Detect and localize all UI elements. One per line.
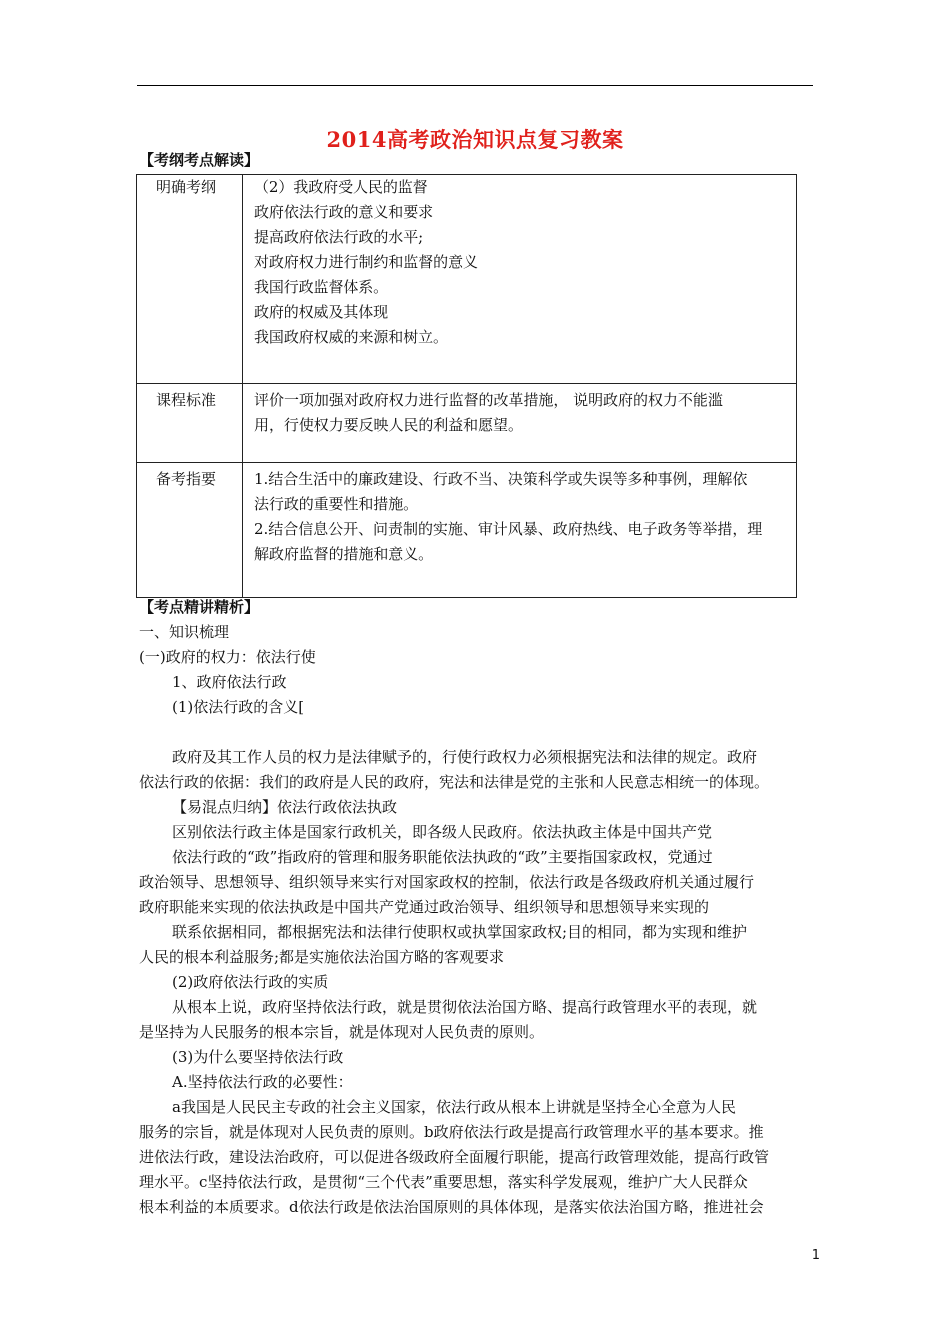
table-row (137, 463, 797, 598)
page-number: 1 (811, 1248, 820, 1263)
table-row (137, 175, 797, 384)
section-heading-outline: 【考纲考点解读】 (139, 151, 260, 169)
paragraph-line: 进依法行政，建设法治政府，可以促进各级政府全面履行职能，提高行政管理效能，提高行政管 (139, 1148, 770, 1166)
content-line: 用，行使权力要反映人民的利益和愿望。 (254, 416, 523, 434)
subheading: (3)为什么要坚持依法行政 (172, 1048, 344, 1066)
paragraph-line: 服务的宗旨，就是体现对人民负责的原则。b政府依法行政是提高行政管理水平的基本要求。推 (139, 1123, 764, 1141)
content-line: 对政府权力进行制约和监督的意义 (254, 253, 478, 271)
row-content (243, 175, 797, 384)
content-line: 评价一项加强对政府权力进行监督的改革措施， 说明政府的权力不能滥 (254, 391, 723, 409)
content-line: 我国行政监督体系。 (254, 278, 389, 296)
paragraph-line: a我国是人民民主专政的社会主义国家，依法行政从根本上讲就是坚持全心全意为人民 (172, 1098, 736, 1116)
heading-knowledge: 一、知识梳理 (139, 623, 230, 641)
row-content (243, 384, 797, 463)
paragraph-line: 【易混点归纳】依法行政依法执政 (172, 798, 398, 816)
paragraph-line: 人民的根本利益服务;都是实施依法治国方略的客观要求 (139, 948, 505, 966)
paragraph-line: 依法行政的依据：我们的政府是人民的政府，宪法和法律是党的主张和人民意志相统一的体现。 (139, 773, 770, 791)
content-line: 解政府监督的措施和意义。 (254, 545, 434, 563)
subheading: (2)政府依法行政的实质 (172, 973, 329, 991)
subheading: (1)依法行政的含义[ (172, 698, 305, 716)
content-line: 政府依法行政的意义和要求 (254, 203, 434, 221)
paragraph-line: 依法行政的“政”指政府的管理和服务职能依法执政的“政”主要指国家政权，党通过 (172, 848, 713, 866)
paragraph-line: 根本利益的本质要求。d依法行政是依法治国原则的具体体现，是落实依法治国方略，推进社会 (139, 1198, 764, 1216)
content-line: 法行政的重要性和措施。 (254, 495, 419, 513)
section-heading-analysis: 【考点精讲精析】 (139, 598, 260, 616)
paragraph-line: 从根本上说，政府坚持依法行政，就是贯彻依法治国方略、提高行政管理水平的表现，就 (172, 998, 758, 1016)
paragraph-line: 理水平。c坚持依法行政，是贯彻“三个代表”重要思想，落实科学发展观，维护广大人民群众 (139, 1173, 748, 1191)
paragraph-line: 政府职能来实现的依法执政是中国共产党通过政治领导、组织领导和思想领导来实现的 (139, 898, 710, 916)
content-line: 1.结合生活中的廉政建设、行政不当、决策科学或失误等多种事例，理解依 (254, 470, 748, 488)
paragraph-line: 联系依据相同，都根据宪法和法律行使职权或执掌国家政权;目的相同，都为实现和维护 (172, 923, 748, 941)
paragraph-line: 区别依法行政主体是国家行政机关，即各级人民政府。依法执政主体是中国共产党 (172, 823, 713, 841)
row-label: 明确考纲 (156, 178, 217, 196)
content-line: 我国政府权威的来源和树立。 (254, 328, 448, 346)
content-line: （2）我政府受人民的监督 (254, 178, 428, 196)
subheading: 1、政府依法行政 (172, 673, 287, 691)
row-label: 课程标准 (156, 391, 217, 409)
paragraph-line: 政府及其工作人员的权力是法律赋予的，行使行政权力必须根据宪法和法律的规定。政府 (172, 748, 758, 766)
subheading: (一)政府的权力：依法行使 (139, 648, 316, 666)
row-content (243, 463, 797, 598)
header-rule (137, 85, 813, 86)
table-row (137, 384, 797, 463)
content-line: 政府的权威及其体现 (254, 303, 389, 321)
subheading: A.坚持依法行政的必要性： (172, 1073, 353, 1091)
content-line: 提高政府依法行政的水平; (254, 228, 424, 246)
row-label: 备考指要 (156, 470, 217, 488)
outline-table (136, 174, 797, 598)
paragraph-line: 政治领导、思想领导、组织领导来实行对国家政权的控制，依法行政是各级政府机关通过履行 (139, 873, 755, 891)
paragraph-line: 是坚持为人民服务的根本宗旨，就是体现对人民负责的原则。 (139, 1023, 545, 1041)
document-title: 2014高考政治知识点复习教案 (326, 127, 624, 152)
content-line: 2.结合信息公开、问责制的实施、审计风暴、政府热线、电子政务等举措，理 (254, 520, 763, 538)
